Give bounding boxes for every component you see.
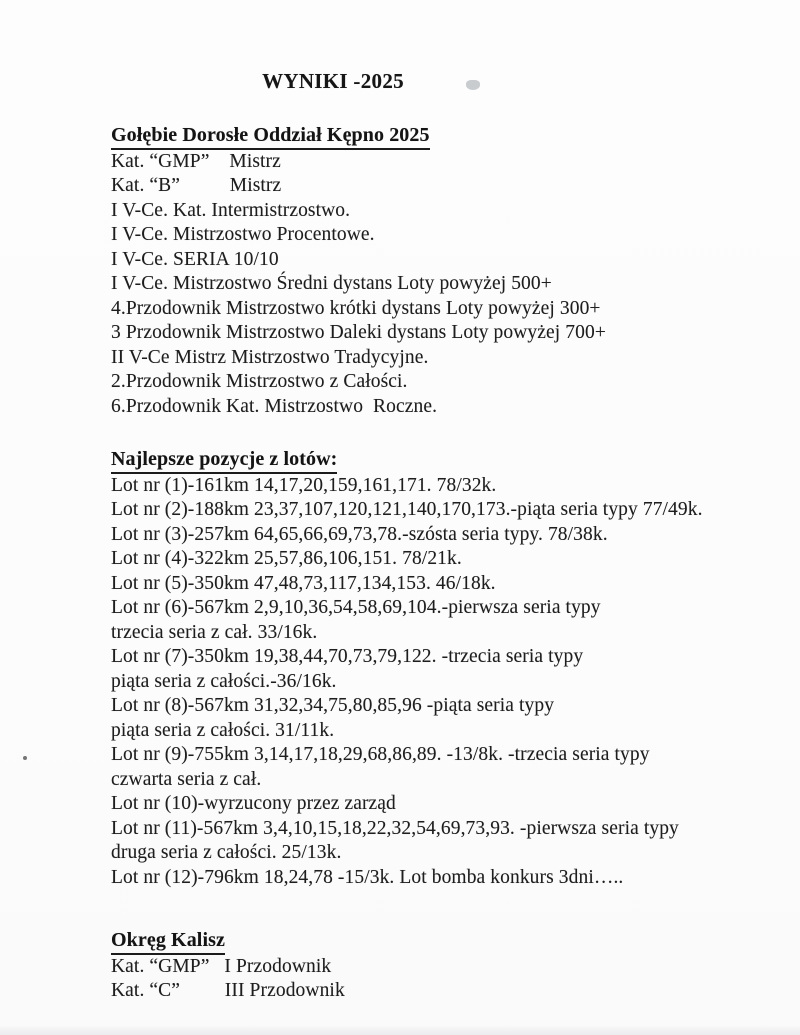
scan-bottom-edge	[0, 1026, 800, 1035]
doc-line: Kat. “GMP” I Przodownik	[111, 955, 332, 977]
doc-line: Lot nr (5)-350km 47,48,73,117,134,153. 46/18k.	[111, 572, 496, 594]
doc-line: 3 Przodownik Mistrzostwo Daleki dystans Loty powyżej 700+	[111, 322, 606, 343]
doc-line: Lot nr (8)-567km 31,32,34,75,80,85,96 -piąta seria typy	[111, 695, 555, 716]
doc-line: piąta seria z całości. 31/11k.	[111, 719, 335, 741]
doc-line: II V-Ce Mistrz Mistrzostwo Tradycyjne.	[111, 346, 429, 368]
doc-line: Lot nr (12)-796km 18,24,78 -15/3k. Lot bomba konkurs 3dni…..	[111, 866, 624, 888]
section-heading-text: Najlepsze pozycje z lotów:	[111, 447, 337, 474]
doc-line: Lot nr (6)-567km 2,9,10,36,54,58,69,104.-pierwsza seria typy	[111, 597, 601, 618]
section-okreg-kalisz	[111, 928, 771, 1004]
doc-line: Lot nr (9)-755km 3,14,17,18,29,68,86,89. -13/8k. -trzecia seria typy	[111, 744, 650, 765]
doc-line: Lot nr (3)-257km 64,65,66,69,73,78.-szósta seria typy. 78/38k.	[111, 523, 608, 545]
section-heading-best-positions	[111, 447, 771, 474]
doc-line: czwarta seria z cał.	[111, 768, 262, 790]
doc-line: trzecia seria z cał. 33/16k.	[111, 621, 318, 643]
doc-line: I V-Ce. Kat. Intermistrzostwo.	[111, 199, 351, 221]
doc-line: 2.Przodownik Mistrzostwo z Całości.	[111, 371, 408, 392]
doc-line: 4.Przodownik Mistrzostwo krótki dystans Loty powyżej 300+	[111, 297, 601, 319]
scan-dot-artifact	[23, 756, 27, 760]
doc-line: I V-Ce. SERIA 10/10	[111, 248, 279, 270]
doc-line: Lot nr (11)-567km 3,4,10,15,18,22,32,54,69,73,93. -pierwsza seria typy	[111, 817, 679, 839]
document-body	[111, 123, 771, 1004]
section-heading-text: Okręg Kalisz	[111, 928, 225, 955]
doc-line: Lot nr (10)-wyrzucony przez zarząd	[111, 793, 396, 814]
doc-line: druga seria z całości. 25/13k.	[111, 842, 342, 863]
doc-line: Kat. “B” Mistrz	[111, 175, 282, 196]
doc-line: Lot nr (4)-322km 25,57,86,106,151. 78/21k.	[111, 548, 462, 569]
page-title: WYNIKI -2025	[262, 69, 404, 93]
section-heading-text: Gołębie Dorosłe Oddział Kępno 2025	[111, 123, 430, 150]
doc-line: Lot nr (1)-161km 14,17,20,159,161,171. 78/32k.	[111, 474, 497, 496]
scan-smudge-mark	[466, 80, 480, 90]
doc-line: Kat. “GMP” Mistrz	[111, 150, 281, 172]
section-heading-okreg-kalisz	[111, 928, 771, 955]
section-best-positions	[111, 447, 771, 890]
section-heading-adult	[111, 123, 771, 150]
section-adult-results	[111, 123, 771, 419]
doc-line: piąta seria z całości.-36/16k.	[111, 670, 337, 692]
doc-line: 6.Przodownik Kat. Mistrzostwo Roczne.	[111, 395, 438, 417]
doc-line: Lot nr (2)-188km 23,37,107,120,121,140,170,173.-piąta seria typy 77/49k.	[111, 499, 703, 520]
doc-line: I V-Ce. Mistrzostwo Średni dystans Loty powyżej 500+	[111, 273, 552, 294]
doc-line: Lot nr (7)-350km 19,38,44,70,73,79,122. -trzecia seria typy	[111, 646, 584, 667]
doc-line: I V-Ce. Mistrzostwo Procentowe.	[111, 224, 375, 245]
doc-line: Kat. “C” III Przodownik	[111, 980, 345, 1001]
